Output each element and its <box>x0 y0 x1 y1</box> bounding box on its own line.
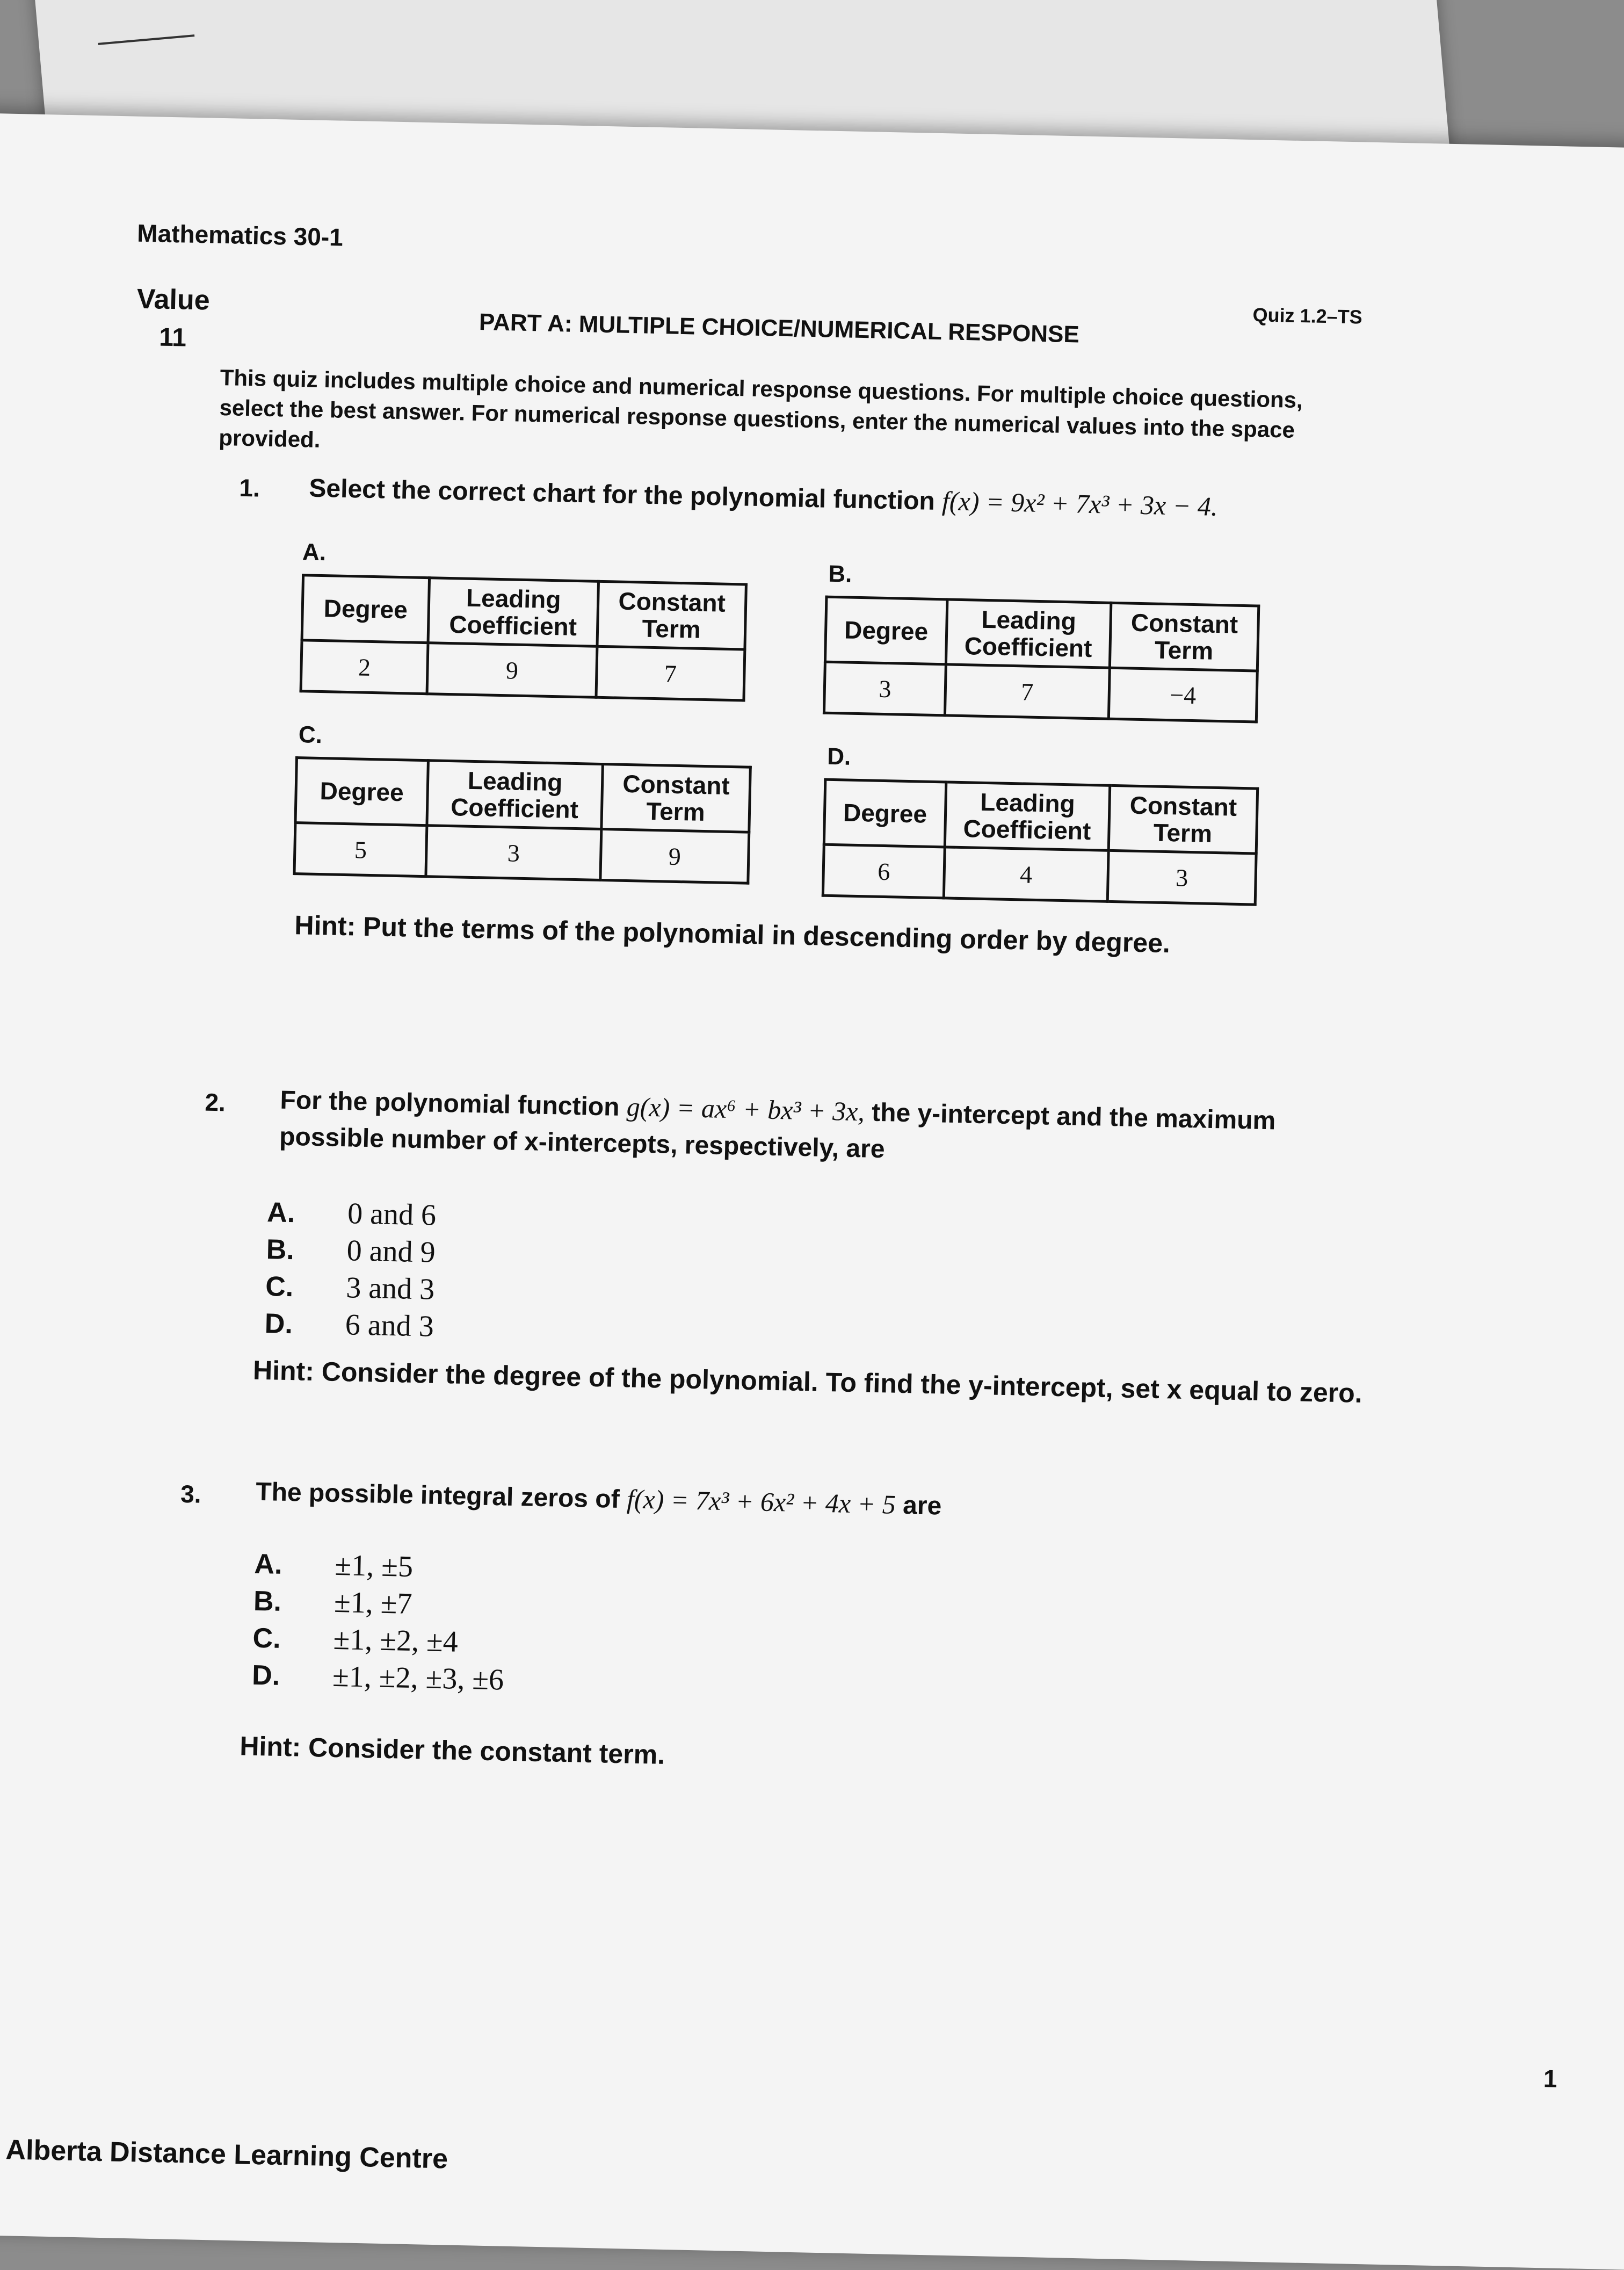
degree-header: Degree <box>824 779 946 847</box>
option-label: B. <box>266 1234 295 1266</box>
option-text: 6 and 3 <box>345 1308 434 1343</box>
value-number: 11 <box>158 323 187 352</box>
part-title: PART A: MULTIPLE CHOICE/NUMERICAL RESPONSE <box>479 309 1080 348</box>
quiz-page <box>0 113 1624 2270</box>
degree-cell: 3 <box>824 662 946 715</box>
choice-d-label: D. <box>827 743 851 770</box>
question-3-hint <box>240 1730 665 1770</box>
option-label: D. <box>251 1659 280 1691</box>
constant-term-cell: 7 <box>596 646 745 700</box>
value-label: Value <box>136 283 211 316</box>
hint-text: Consider the constant term. <box>308 1732 665 1770</box>
degree-header: Degree <box>295 758 428 826</box>
subject-title: Mathematics 30-1 <box>136 219 344 251</box>
choice-d-chart <box>822 778 1259 906</box>
constant-term-cell: 3 <box>1107 850 1256 905</box>
option-label: A. <box>266 1197 295 1229</box>
leading-coefficient-header: Leading Coefficient <box>946 599 1111 668</box>
leading-coefficient-cell: 3 <box>426 826 601 880</box>
hint-label: Hint: <box>239 1731 301 1762</box>
option-text: ±1, ±2, ±3, ±6 <box>332 1659 504 1697</box>
constant-term-cell: 9 <box>600 829 749 884</box>
option-c[interactable] <box>265 1268 435 1308</box>
option-a[interactable] <box>267 1194 437 1234</box>
question-2-number: 2. <box>204 1088 226 1117</box>
option-text: ±1, ±2, ±4 <box>332 1622 459 1659</box>
question-3-function: f(x) = 7x³ + 6x² + 4x + 5 <box>626 1484 896 1520</box>
choice-c-chart <box>293 756 751 885</box>
question-1-text <box>309 469 1218 525</box>
choice-b-chart <box>823 596 1260 724</box>
constant-term-header: Constant Term <box>1108 785 1257 854</box>
question-2-prompt-end: the y-intercept and the maximum <box>871 1098 1276 1136</box>
option-b[interactable] <box>266 1231 436 1271</box>
question-2-options <box>264 1194 437 1346</box>
degree-header: Degree <box>302 575 429 643</box>
option-text: 3 and 3 <box>345 1271 435 1306</box>
instructions: This quiz includes multiple choice and numerical response questions. For multiple choice questions, select the best answer. For numerical response questions, enter the numerical values into the space provided. <box>218 364 1303 452</box>
constant-term-header: Constant Term <box>1110 603 1258 671</box>
constant-term-header: Constant Term <box>601 764 750 833</box>
degree-header: Degree <box>825 597 947 664</box>
hint-text: Consider the degree of the polynomial. To find the y-intercept, set x equal to zero. <box>321 1356 1363 1408</box>
hint-label: Hint: <box>252 1355 315 1387</box>
leading-coefficient-header: Leading Coefficient <box>945 782 1110 850</box>
option-text: ±1, ±7 <box>334 1585 413 1621</box>
option-text: 0 and 6 <box>347 1197 437 1232</box>
question-3-options <box>251 1545 506 1699</box>
leading-coefficient-header: Leading Coefficient <box>428 578 598 647</box>
degree-cell: 6 <box>823 844 945 898</box>
question-3-prompt-end: are <box>902 1491 942 1521</box>
page-number: 1 <box>1543 2064 1558 2093</box>
question-1-hint <box>294 909 1171 959</box>
option-d[interactable] <box>264 1305 434 1346</box>
question-3-number: 3. <box>180 1479 202 1508</box>
question-2-text <box>279 1081 1275 1176</box>
leading-coefficient-header: Leading Coefficient <box>427 761 603 829</box>
hint-label: Hint: <box>294 910 356 942</box>
leading-coefficient-cell: 7 <box>945 664 1110 719</box>
constant-term-header: Constant Term <box>597 581 746 649</box>
constant-term-cell: −4 <box>1108 668 1257 722</box>
choice-b-label: B. <box>828 560 852 588</box>
option-label: A. <box>253 1548 283 1580</box>
option-c[interactable] <box>252 1620 505 1662</box>
quiz-code: Quiz 1.2–TS <box>1252 303 1363 328</box>
option-a[interactable] <box>254 1545 506 1588</box>
option-d[interactable] <box>251 1657 504 1699</box>
question-2-function: g(x) = ax⁶ + bx³ + 3x, <box>626 1091 865 1127</box>
question-1-prompt: Select the correct chart for the polynomial function <box>308 474 936 516</box>
option-text: 0 and 9 <box>346 1234 436 1269</box>
question-2-hint <box>252 1355 1362 1409</box>
choice-a-label: A. <box>302 539 327 566</box>
footer-publisher: Alberta Distance Learning Centre <box>5 2134 448 2175</box>
degree-cell: 2 <box>301 640 428 694</box>
choice-a-chart <box>300 574 748 702</box>
option-text: ±1, ±5 <box>334 1548 414 1584</box>
option-label: C. <box>265 1271 294 1303</box>
leading-coefficient-cell: 4 <box>944 847 1108 901</box>
hint-text: Put the terms of the polynomial in descending order by degree. <box>363 911 1171 959</box>
question-1-function: f(x) = 9x² + 7x³ + 3x − 4. <box>941 486 1219 522</box>
question-1-number: 1. <box>238 473 260 502</box>
option-b[interactable] <box>253 1582 505 1625</box>
question-3-text <box>256 1473 942 1525</box>
back-sheet-rule <box>98 34 195 45</box>
option-label: B. <box>253 1585 282 1617</box>
question-2-prompt-start: For the polynomial function <box>280 1086 620 1122</box>
degree-cell: 5 <box>294 823 427 877</box>
leading-coefficient-cell: 9 <box>427 643 597 698</box>
question-3-prompt-start: The possible integral zeros of <box>255 1477 620 1514</box>
option-label: C. <box>252 1622 281 1654</box>
choice-c-label: C. <box>298 721 323 749</box>
question-2-prompt-line-2: possible number of x-intercepts, respectively, are <box>279 1122 886 1164</box>
option-label: D. <box>264 1308 293 1340</box>
